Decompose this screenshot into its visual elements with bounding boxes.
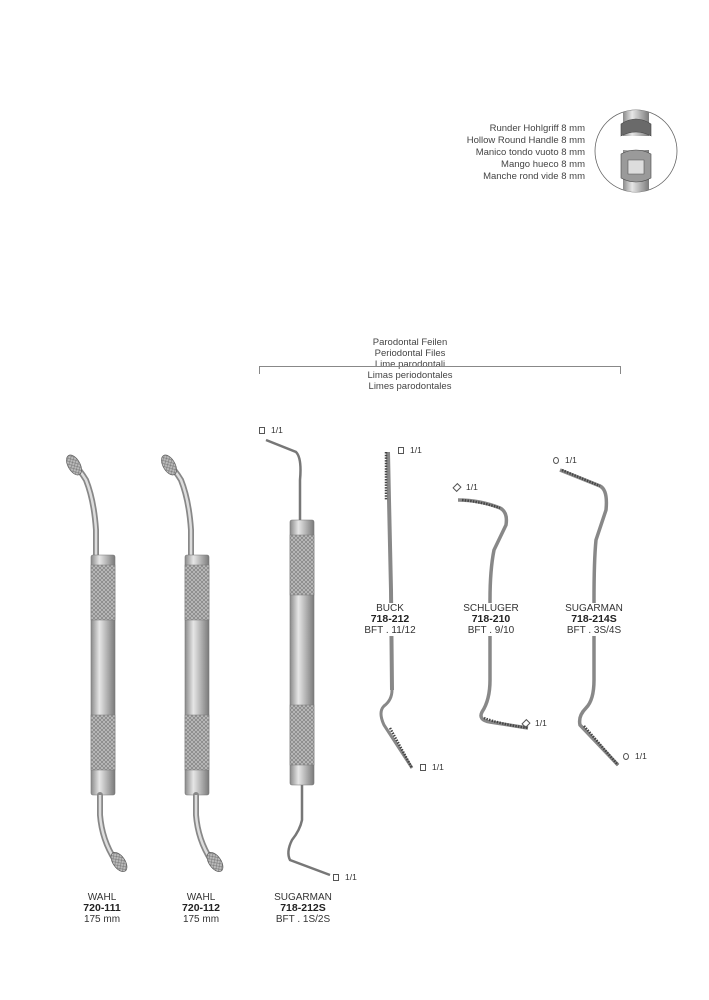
scale-marker: 1/1	[623, 751, 647, 761]
instrument-label	[549, 603, 639, 636]
instrument-sugarman-718-212s	[266, 440, 330, 875]
instrument-label	[57, 892, 147, 925]
legend-line-de: Runder Hohlgriff 8 mm	[489, 123, 585, 134]
instrument-detail: BFT . 9/10	[467, 625, 515, 636]
group-title-de: Parodontal Feilen	[372, 337, 448, 348]
instrument-name: WAHL	[87, 892, 117, 903]
group-title	[300, 337, 520, 392]
legend-line-fr: Manche rond vide 8 mm	[483, 171, 585, 182]
instrument-code: 720-111	[83, 902, 121, 914]
group-title-es: Limas periodontales	[367, 370, 453, 381]
instrument-name: SUGARMAN	[565, 603, 623, 614]
instrument-code: 718-210	[471, 613, 511, 625]
instrument-label	[258, 892, 348, 925]
instrument-code: 718-212	[370, 613, 410, 625]
legend-line-en: Hollow Round Handle 8 mm	[466, 135, 585, 146]
instrument-label	[156, 892, 246, 925]
instrument-name: BUCK	[376, 603, 404, 614]
legend-line-it: Manico tondo vuoto 8 mm	[475, 147, 585, 158]
scale-marker: 1/1	[259, 425, 283, 435]
instrument-code: 718-212S	[280, 902, 326, 914]
instrument-code: 718-214S	[571, 613, 617, 625]
scale-marker: 1/1	[398, 445, 422, 455]
instrument-label	[345, 603, 435, 636]
handle-legend	[467, 123, 585, 183]
group-bracket	[259, 366, 621, 374]
group-title-en: Periodontal Files	[374, 348, 446, 359]
scale-marker: 1/1	[523, 718, 547, 728]
scale-marker: 1/1	[553, 455, 577, 465]
scale-marker: 1/1	[420, 762, 444, 772]
instrument-label	[446, 603, 536, 636]
instrument-detail: 175 mm	[83, 914, 121, 925]
instrument-name: WAHL	[186, 892, 216, 903]
instrument-detail: 175 mm	[182, 914, 220, 925]
instrument-code: 720-112	[182, 902, 220, 914]
scale-marker: 1/1	[333, 872, 357, 882]
scale-marker: 1/1	[454, 482, 478, 492]
group-title-it: Lime parodontali	[374, 359, 446, 370]
handle-inset	[595, 100, 677, 204]
instrument-name: SUGARMAN	[274, 892, 332, 903]
instrument-name: SCHLUGER	[463, 603, 519, 614]
instrument-wahl-720-111	[63, 452, 130, 874]
instrument-detail: BFT . 3S/4S	[566, 625, 622, 636]
instrument-detail: BFT . 1S/2S	[275, 914, 331, 925]
group-title-fr: Limes parodontales	[368, 381, 452, 392]
instrument-detail: BFT . 11/12	[364, 625, 416, 636]
instrument-wahl-720-112	[158, 452, 226, 874]
legend-line-es: Mango hueco 8 mm	[501, 159, 585, 170]
